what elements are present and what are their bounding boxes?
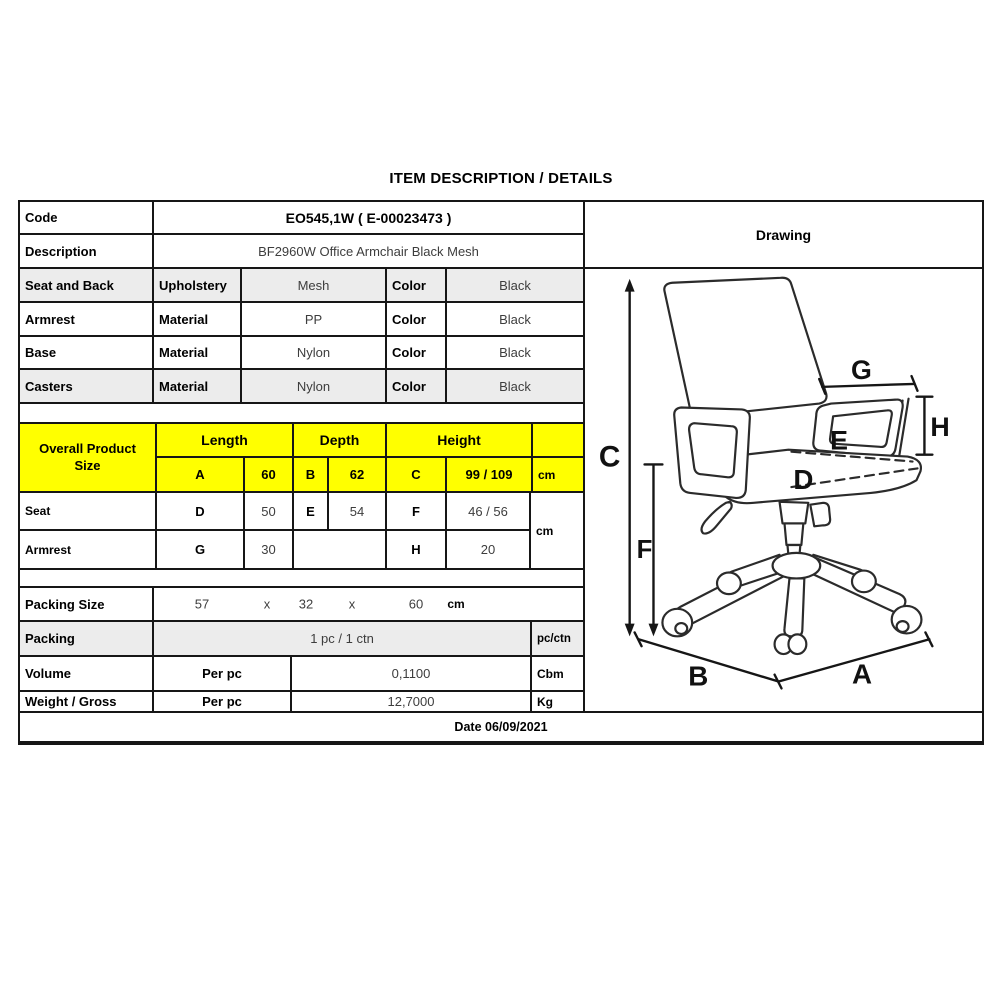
date-value: Date 06/09/2021 xyxy=(454,720,548,734)
depth-header: Depth xyxy=(294,424,387,456)
color-label: Color xyxy=(387,337,447,368)
part-label: Armrest xyxy=(20,303,154,335)
armrest-size-row xyxy=(20,531,529,568)
material-row-casters xyxy=(20,370,583,404)
spec-left-table xyxy=(20,202,583,711)
dim-value-b: 62 xyxy=(329,458,387,491)
volume-label: Volume xyxy=(20,657,154,690)
weight-label: Weight / Gross xyxy=(20,692,154,711)
dim-label-f: F xyxy=(636,535,653,564)
spec-sheet-table xyxy=(18,200,984,745)
size-header-block xyxy=(20,424,583,493)
dim-label-d: D xyxy=(793,464,814,495)
description-value: BF2960W Office Armchair Black Mesh xyxy=(258,243,479,259)
packing-size-unit: cm xyxy=(447,597,465,611)
weight-value: 12,7000 xyxy=(292,692,532,711)
dim-value-e: 54 xyxy=(329,493,387,529)
times-sign: x xyxy=(263,596,271,612)
spacer-row xyxy=(20,404,583,424)
size-header-right xyxy=(157,424,583,491)
packing-size-label: Packing Size xyxy=(20,588,154,620)
volume-unit: Cbm xyxy=(537,666,564,681)
armrest-label: Armrest xyxy=(20,531,157,568)
dim-key-f: F xyxy=(387,493,447,529)
dim-key-g: G xyxy=(157,531,245,568)
dim-key-e: E xyxy=(294,493,329,529)
dim-value-f: 46 / 56 xyxy=(468,503,508,519)
description-label: Description xyxy=(20,235,154,267)
packing-dim-3: 60 xyxy=(408,596,424,612)
material-value: PP xyxy=(242,303,387,335)
code-value: EO545,1W ( E-00023473 ) xyxy=(285,209,452,226)
part-label: Casters xyxy=(20,370,154,402)
times-sign: x xyxy=(348,596,356,612)
packing-row xyxy=(20,622,583,657)
dim-label-c: C xyxy=(598,440,621,474)
material-row-base xyxy=(20,337,583,370)
unit-cm-top: cm xyxy=(533,458,583,491)
material-value: Nylon xyxy=(242,337,387,368)
color-label: Color xyxy=(387,370,447,402)
dim-value-g: 30 xyxy=(245,531,294,568)
color-value: Black xyxy=(499,311,531,327)
dim-value-c: 99 / 109 xyxy=(447,458,533,491)
material-row-armrest xyxy=(20,303,583,337)
empty-cell xyxy=(294,531,387,568)
dim-label-a: A xyxy=(851,658,873,690)
seat-label: Seat xyxy=(20,493,157,529)
attr-label: Material xyxy=(154,370,242,402)
color-label: Color xyxy=(387,303,447,335)
packing-size-row xyxy=(20,588,583,622)
dim-key-b: B xyxy=(294,458,329,491)
dim-value-a: 60 xyxy=(245,458,294,491)
weight-per: Per pc xyxy=(154,692,292,711)
length-header: Length xyxy=(157,424,294,456)
volume-row xyxy=(20,657,583,692)
dim-label-b: B xyxy=(688,660,709,692)
packing-dim-2: 32 xyxy=(298,596,314,612)
packing-size-values xyxy=(154,588,583,620)
code-label: Code xyxy=(20,202,154,233)
color-value: Black xyxy=(499,277,531,293)
blank-corner-cell xyxy=(533,424,583,456)
description-row xyxy=(20,235,583,269)
color-value: Black xyxy=(499,345,531,360)
code-row xyxy=(20,202,583,235)
seat-armrest-block xyxy=(20,493,583,570)
attr-label: Material xyxy=(154,303,242,335)
weight-row xyxy=(20,692,583,711)
color-value: Black xyxy=(499,378,531,394)
material-value: Nylon xyxy=(242,370,387,402)
office-chair-diagram-svg xyxy=(585,269,982,711)
volume-value: 0,1100 xyxy=(292,657,532,690)
dim-label-g: G xyxy=(850,355,872,385)
packing-label: Packing xyxy=(20,622,154,655)
attr-label: Upholstery xyxy=(154,269,242,301)
attr-label: Material xyxy=(154,337,242,368)
height-header: Height xyxy=(387,424,533,456)
dim-label-e: E xyxy=(830,425,849,456)
dim-key-c: C xyxy=(387,458,447,491)
date-row xyxy=(20,711,982,741)
unit-cm-span: cm xyxy=(536,523,554,538)
dim-value-h: 20 xyxy=(480,542,496,557)
seat-armrest-grid xyxy=(20,493,531,568)
dim-label-h: H xyxy=(930,412,950,442)
packing-dim-1: 57 xyxy=(194,596,210,612)
drawing-column xyxy=(583,202,982,711)
overall-values-row xyxy=(157,458,583,491)
page-title: ITEM DESCRIPTION / DETAILS xyxy=(389,170,613,187)
packing-unit: pc/ctn xyxy=(537,632,571,645)
material-row-seat-back xyxy=(20,269,583,303)
spacer-row xyxy=(20,570,583,588)
weight-unit: Kg xyxy=(537,694,553,709)
packing-value: 1 pc / 1 ctn xyxy=(154,622,532,655)
chair-drawing xyxy=(585,269,982,711)
drawing-header: Drawing xyxy=(585,202,982,269)
part-label: Seat and Back xyxy=(20,269,154,301)
dim-key-d: D xyxy=(157,493,245,529)
overall-size-label: Overall Product Size xyxy=(20,424,157,491)
sheet-main xyxy=(20,202,982,711)
dim-key-h: H xyxy=(387,531,447,568)
material-value: Mesh xyxy=(242,269,387,301)
part-label: Base xyxy=(20,337,154,368)
seat-size-row xyxy=(20,493,529,531)
dimension-header-row xyxy=(157,424,583,458)
dim-value-d: 50 xyxy=(245,493,294,529)
dim-key-a: A xyxy=(157,458,245,491)
color-label: Color xyxy=(387,269,447,301)
volume-per: Per pc xyxy=(154,657,292,690)
